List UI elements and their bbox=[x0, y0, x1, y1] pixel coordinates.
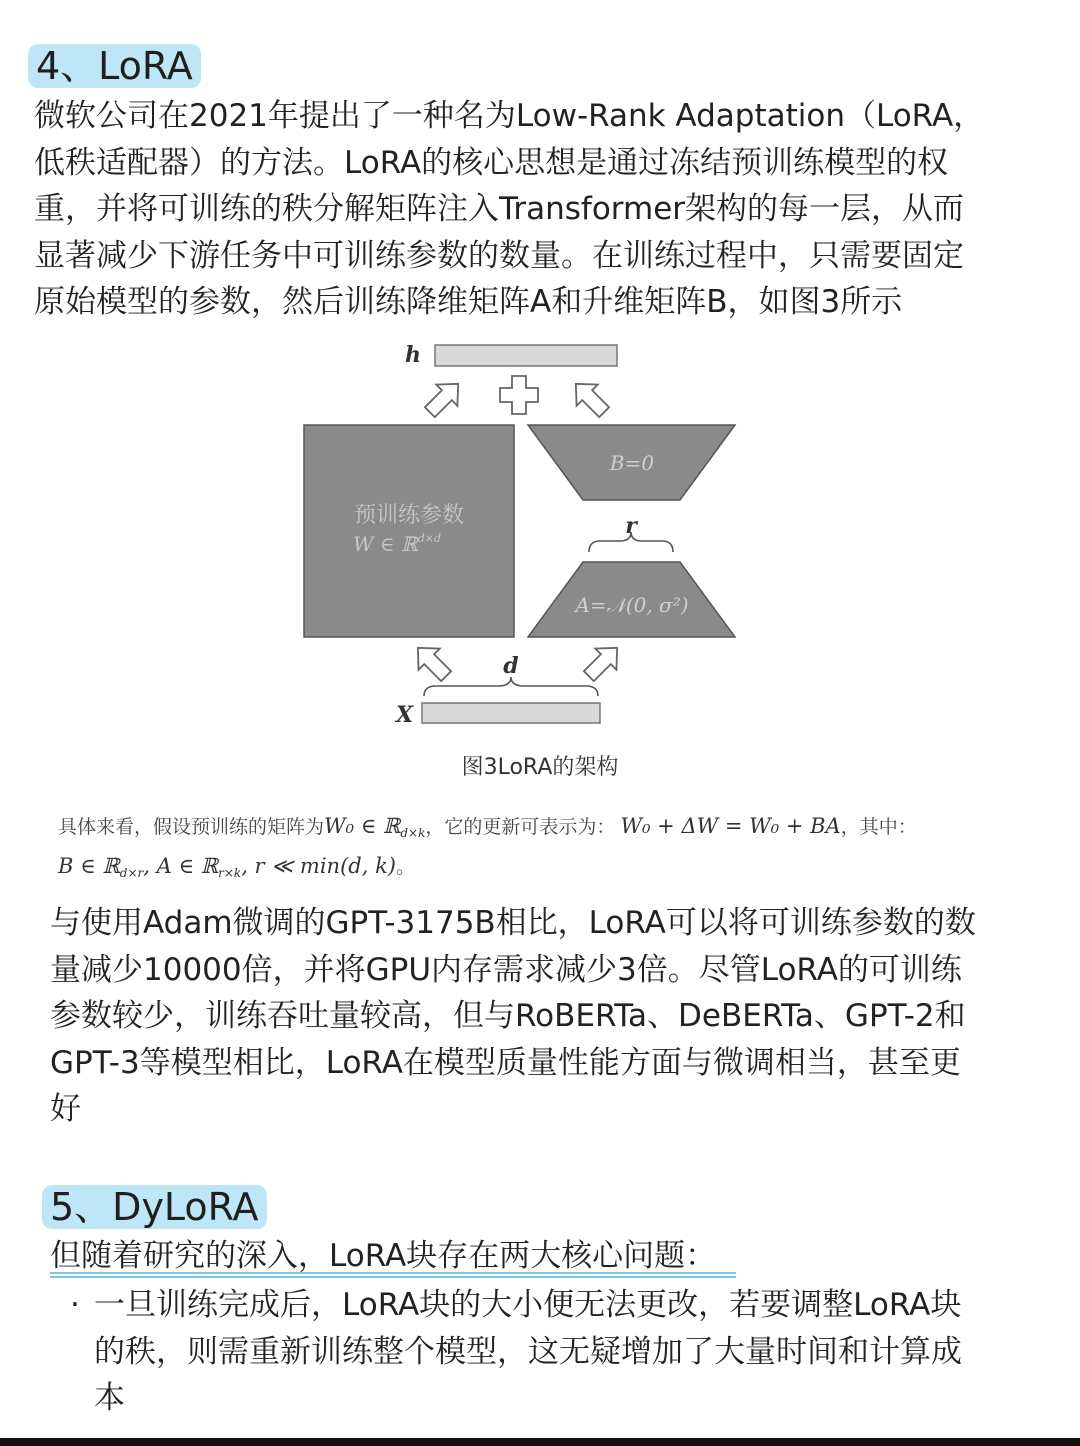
paragraph-line: 重，并将可训练的秩分解矩阵注入Transformer架构的每一层，从而 bbox=[34, 191, 965, 227]
paragraph-line: 低秩适配器）的方法。LoRA的核心思想是通过冻结预训练模型的权 bbox=[34, 144, 949, 181]
paragraph-line: 好 bbox=[50, 1091, 81, 1127]
matrix-b-label: B=0 bbox=[609, 451, 655, 475]
formula-line-2: B ∈ ℝ$_{d\times r}$, A ∈ ℝ$_{r\times k}$, r ≪ min(d, k)。 bbox=[58, 854, 416, 881]
paragraph-line: 量减少10000倍，并将GPU内存需求减少3倍。尽管LoRA的可训练 bbox=[50, 951, 962, 988]
pretrained-weights-block bbox=[304, 425, 514, 637]
bullet-marker: · bbox=[70, 1287, 80, 1323]
section-5-subtitle: 但随着研究的深入，LoRA块存在两大核心问题： bbox=[50, 1238, 717, 1274]
section-4-heading: 4、LoRA bbox=[28, 44, 201, 88]
problem-bullet-1 bbox=[70, 1282, 962, 1422]
r-label: r bbox=[625, 513, 637, 539]
paragraph-line: 显著减少下游任务中可训练参数的数量。在训练过程中，只需要固定 bbox=[34, 237, 964, 274]
input-arrow-left-icon bbox=[407, 637, 456, 686]
d-label: d bbox=[503, 653, 519, 679]
input-arrow-right-icon bbox=[578, 637, 627, 686]
subtitle-underline bbox=[50, 1272, 736, 1278]
pretrained-label: 预训练参数 bbox=[353, 503, 465, 528]
matrix-a-label: A=𝒩(0, σ²) bbox=[575, 593, 689, 617]
section-5-heading: 5、DyLoRA bbox=[42, 1185, 267, 1229]
merge-arrow-left-icon bbox=[419, 373, 468, 422]
r-brace bbox=[589, 532, 673, 552]
d-brace bbox=[424, 677, 598, 696]
paragraph-line: 微软公司在2021年提出了一种名为Low-Rank Adaptation（LoRA， bbox=[34, 98, 985, 134]
paragraph-line: 参数较少，训练吞吐量较高，但与RoBERTa、DeBERTa、GPT-2和 bbox=[50, 998, 966, 1034]
merge-arrow-right-icon bbox=[565, 373, 614, 422]
paragraph-line: GPT-3等模型相比，LoRA在模型质量性能方面与微调相当，甚至更 bbox=[50, 1044, 961, 1081]
paragraph-line: 与使用Adam微调的GPT-3175B相比，LoRA可以将可训练参数的数 bbox=[50, 905, 976, 941]
h-output-bar bbox=[435, 345, 617, 366]
x-label: X bbox=[396, 702, 414, 728]
formula-line-1: 具体来看，假设预训练的矩阵为W₀ ∈ ℝ$_{d\times k}$，它的更新可表示为： W₀ + ΔW = W₀ + BA，其中： bbox=[58, 814, 917, 841]
pretrained-math: W ∈ ℝ$^{d\times d}$ bbox=[352, 532, 442, 556]
bottom-edge-bar bbox=[0, 1438, 1080, 1446]
paragraph-line: 原始模型的参数，然后训练降维矩阵A和升维矩阵B，如图3所示 bbox=[34, 284, 903, 320]
x-input-bar bbox=[422, 703, 600, 723]
h-label: h bbox=[405, 342, 421, 368]
bullet-line: 本 bbox=[94, 1380, 125, 1416]
figure-caption: 图3LoRA的架构 bbox=[461, 755, 619, 780]
plus-icon bbox=[500, 376, 538, 414]
bullet-line: 一旦训练完成后，LoRA块的大小便无法更改，若要调整LoRA块 bbox=[94, 1287, 962, 1323]
lora-benefits-paragraph bbox=[50, 900, 976, 1133]
bullet-line: 的秩，则需重新训练整个模型，这无疑增加了大量时间和计算成 bbox=[94, 1333, 962, 1370]
